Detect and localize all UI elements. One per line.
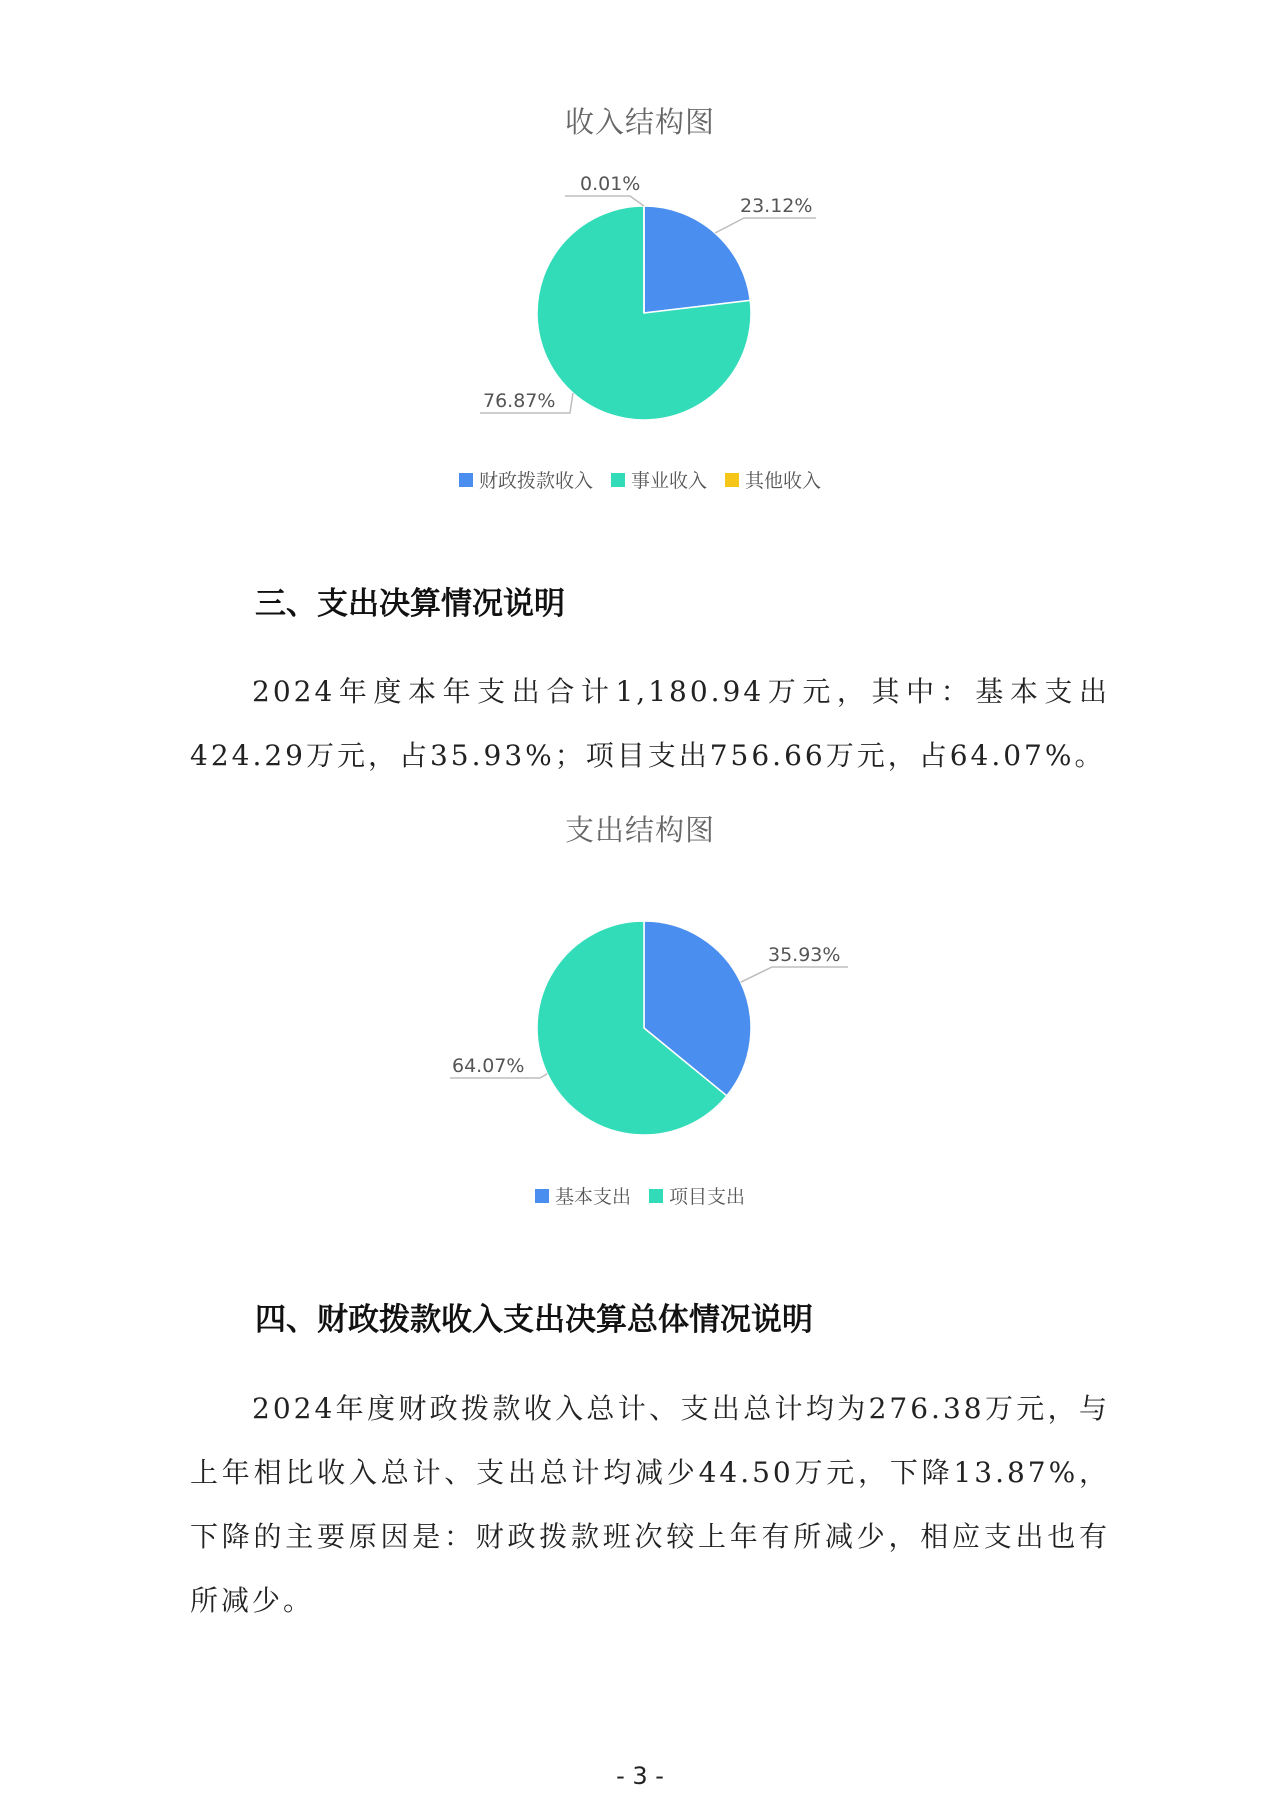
income-chart-title: 收入结构图: [564, 105, 715, 139]
leader-line-2: [565, 196, 644, 206]
leader-line-0: [715, 218, 816, 233]
section-3-text: 2024年度本年支出合计1,180.94万元，其中：基本支出424.29万元，占35.93%；项目支出756.66万元，占64.07%。: [190, 675, 1110, 772]
section-3-paragraph: [190, 660, 1110, 788]
legend-swatch-blue: [535, 1189, 549, 1203]
slice-label-0: 23.12%: [740, 195, 813, 217]
income-pie-chart: [0, 160, 1280, 480]
section-4-paragraph: [190, 1377, 1110, 1633]
section-4-heading: 四、财政拨款收入支出决算总体情况说明: [255, 1302, 813, 1338]
expenditure-pie-chart: [0, 900, 1280, 1200]
legend-label: 项目支出: [669, 1186, 746, 1208]
legend-swatch-blue: [459, 473, 473, 487]
legend-swatch-teal: [649, 1189, 663, 1203]
slice-label-1: 64.07%: [452, 1055, 525, 1077]
expenditure-legend: [0, 1182, 1280, 1209]
legend-swatch-teal: [611, 473, 625, 487]
section-4-text: 2024年度财政拨款收入总计、支出总计均为276.38万元，与上年相比收入总计、支出总计均减少44.50万元，下降13.87%，下降的主要原因是：财政拨款班次较上年有所减少，相应支出也有所减少。: [190, 1392, 1110, 1617]
legend-swatch-yellow: [725, 473, 739, 487]
legend-label: 事业收入: [630, 470, 707, 492]
pie-slice-0: [644, 206, 750, 313]
section-3-heading: 三、支出决算情况说明: [255, 586, 565, 622]
page-number: - 3 -: [616, 1762, 664, 1790]
income-legend: [0, 466, 1280, 493]
leader-line-0: [741, 967, 848, 982]
legend-item-project-expense: [649, 1182, 745, 1209]
slice-label-2: 0.01%: [580, 173, 641, 195]
legend-label: 财政拨款收入: [478, 470, 593, 492]
slice-label-0: 35.93%: [768, 944, 841, 966]
legend-item-fiscal-income: [459, 466, 593, 493]
legend-label: 基本支出: [554, 1186, 631, 1208]
legend-item-basic-expense: [535, 1182, 631, 1209]
legend-label: 其他收入: [745, 470, 822, 492]
legend-item-other-income: [725, 466, 821, 493]
legend-item-business-income: [611, 466, 707, 493]
slice-label-1: 76.87%: [483, 390, 556, 412]
expenditure-chart-title: 支出结构图: [564, 813, 715, 847]
